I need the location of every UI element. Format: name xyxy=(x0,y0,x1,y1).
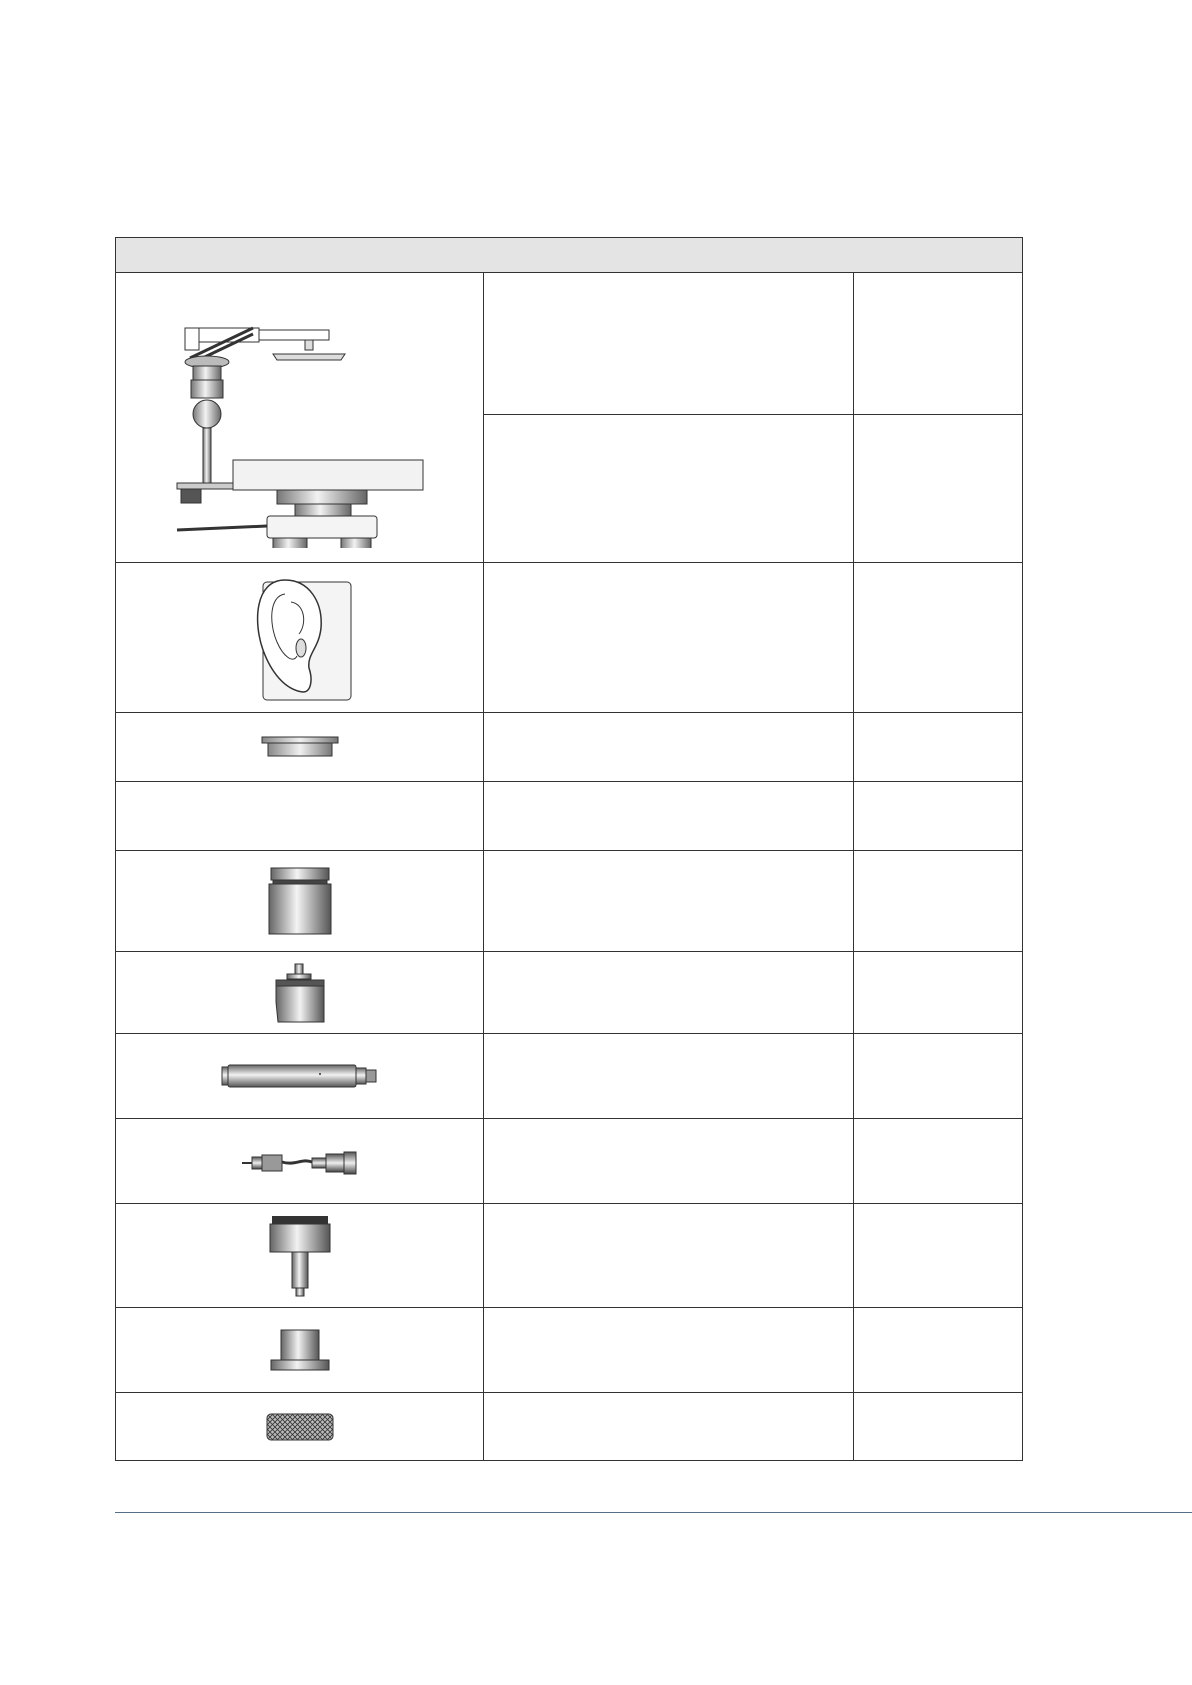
ear-simulator-pinna-icon xyxy=(245,572,355,704)
quantity-cell xyxy=(854,1119,1023,1204)
quantity-cell xyxy=(854,1034,1023,1119)
cylindrical-adaptor-icon xyxy=(265,866,335,936)
footer-divider xyxy=(115,1512,1192,1513)
description-cell xyxy=(484,1034,854,1119)
component-image-cell xyxy=(116,273,484,563)
description-cell xyxy=(484,1204,854,1308)
description-cell xyxy=(484,1308,854,1393)
table-row xyxy=(116,851,1023,952)
quantity-cell xyxy=(854,782,1023,851)
table-row xyxy=(116,1308,1023,1393)
table-row xyxy=(116,713,1023,782)
table-header xyxy=(116,238,1023,273)
preamplifier-cylinder-icon xyxy=(220,1062,380,1090)
description-cell xyxy=(484,273,854,415)
components-table xyxy=(115,237,1023,1461)
knurled-ring-icon xyxy=(265,1412,335,1442)
description-cell xyxy=(484,713,854,782)
component-image-cell xyxy=(116,1393,484,1461)
flange-ring-icon xyxy=(260,734,340,760)
quantity-cell xyxy=(854,1308,1023,1393)
table-row xyxy=(116,1204,1023,1308)
description-cell xyxy=(484,1393,854,1461)
table-row xyxy=(116,782,1023,851)
description-cell xyxy=(484,1119,854,1204)
quantity-cell xyxy=(854,563,1023,713)
table-row xyxy=(116,1034,1023,1119)
quantity-cell xyxy=(854,1204,1023,1308)
component-image-cell xyxy=(116,952,484,1034)
component-image-cell xyxy=(116,1034,484,1119)
coupler-with-nipple-icon xyxy=(273,962,327,1024)
quantity-cell xyxy=(854,1393,1023,1461)
component-image-cell xyxy=(116,1119,484,1204)
component-image-cell xyxy=(116,1204,484,1308)
description-cell xyxy=(484,415,854,563)
table-row xyxy=(116,1119,1023,1204)
component-image-cell xyxy=(116,851,484,952)
top-hat-adaptor-icon xyxy=(269,1328,331,1372)
component-image-cell xyxy=(116,713,484,782)
component-image-cell xyxy=(116,1308,484,1393)
bnc-cable-icon xyxy=(240,1146,360,1176)
test-fixture-stand-icon xyxy=(155,288,445,548)
quantity-cell xyxy=(854,273,1023,415)
description-cell xyxy=(484,851,854,952)
mounting-plug-icon xyxy=(268,1214,332,1298)
component-image-cell xyxy=(116,563,484,713)
description-cell xyxy=(484,782,854,851)
table-row xyxy=(116,563,1023,713)
table-header-row xyxy=(116,238,1023,273)
component-image-cell xyxy=(116,782,484,851)
quantity-cell xyxy=(854,952,1023,1034)
description-cell xyxy=(484,952,854,1034)
quantity-cell xyxy=(854,415,1023,563)
quantity-cell xyxy=(854,713,1023,782)
description-cell xyxy=(484,563,854,713)
table-row xyxy=(116,1393,1023,1461)
table-row xyxy=(116,273,1023,415)
quantity-cell xyxy=(854,851,1023,952)
table-row xyxy=(116,952,1023,1034)
